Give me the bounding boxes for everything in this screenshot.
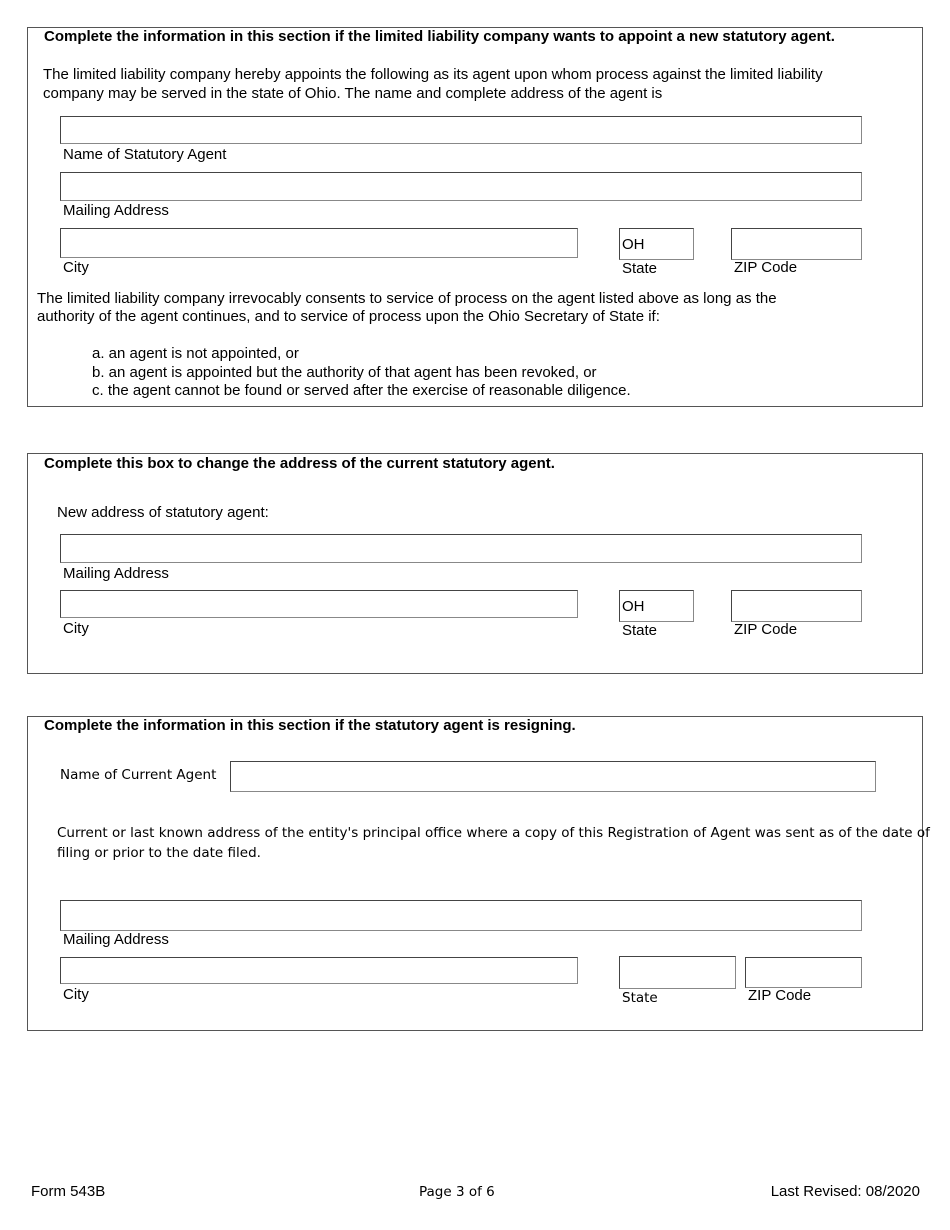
change-address-header: Complete this box to change the address of the current statutory agent. — [44, 455, 555, 472]
agent-mailing-address-input[interactable] — [60, 172, 862, 201]
agent-name-label: Name of Statutory Agent — [63, 146, 227, 163]
new-mailing-address-input[interactable] — [60, 534, 862, 563]
condition-item: a. an agent is not appointed, or — [92, 345, 299, 362]
page-number: Page 3 of 6 — [419, 1184, 495, 1200]
resign-city-input[interactable] — [60, 957, 578, 984]
form-number: Form 543B — [31, 1183, 106, 1200]
agent-state-input[interactable] — [619, 228, 694, 260]
resign-city-label: City — [63, 986, 89, 1003]
resign-mailing-address-input[interactable] — [60, 900, 862, 931]
new-address-label: New address of statutory agent: — [57, 504, 269, 521]
principal-office-line1: Current or last known address of the entity's principal office where a copy of this Registration of Agent was sent as of the date of — [57, 825, 930, 841]
agent-city-input[interactable] — [60, 228, 578, 258]
resign-state-input[interactable] — [619, 956, 736, 989]
agent-name-input[interactable] — [60, 116, 862, 144]
new-state-label: State — [622, 622, 658, 639]
condition-item: c. the agent cannot be found or served after the exercise of reasonable diligence. — [92, 382, 631, 399]
new-city-input[interactable] — [60, 590, 578, 618]
new-city-label: City — [63, 620, 89, 637]
current-agent-input[interactable] — [230, 761, 876, 792]
condition-item: b. an agent is appointed but the authority of that agent has been revoked, or — [92, 364, 597, 381]
agent-city-label: City — [63, 259, 89, 276]
agent-zip-input[interactable] — [731, 228, 862, 260]
agent-mailing-address-label: Mailing Address — [63, 202, 169, 219]
new-zip-input[interactable] — [731, 590, 862, 622]
change-address-section — [27, 453, 923, 674]
new-state-input[interactable] — [619, 590, 694, 622]
consent-line1: The limited liability company irrevocably consents to service of process on the agent listed above as long as the — [37, 290, 777, 307]
resign-state-label: State — [622, 990, 658, 1006]
agent-state-label: State — [622, 260, 658, 277]
appoint-intro-line2: company may be served in the state of Ohio. The name and complete address of the agent is — [43, 85, 663, 102]
principal-office-line2: filing or prior to the date filed. — [57, 845, 261, 861]
appoint-intro-line1: The limited liability company hereby appoints the following as its agent upon whom process against the limited liability — [43, 66, 823, 83]
resign-mailing-address-label: Mailing Address — [63, 931, 169, 948]
resign-zip-label: ZIP Code — [748, 987, 812, 1004]
new-mailing-address-label: Mailing Address — [63, 565, 169, 582]
consent-line2: authority of the agent continues, and to service of process upon the Ohio Secretary of State if: — [37, 308, 660, 325]
new-zip-label: ZIP Code — [734, 621, 798, 638]
current-agent-label: Name of Current Agent — [60, 767, 217, 783]
resigning-agent-header: Complete the information in this section if the statutory agent is resigning. — [44, 717, 576, 734]
agent-zip-label: ZIP Code — [734, 259, 798, 276]
last-revised: Last Revised: 08/2020 — [770, 1183, 920, 1200]
resign-zip-input[interactable] — [745, 957, 862, 988]
appoint-agent-header: Complete the information in this section if the limited liability company wants to appoint a new statutory agent. — [44, 28, 835, 45]
